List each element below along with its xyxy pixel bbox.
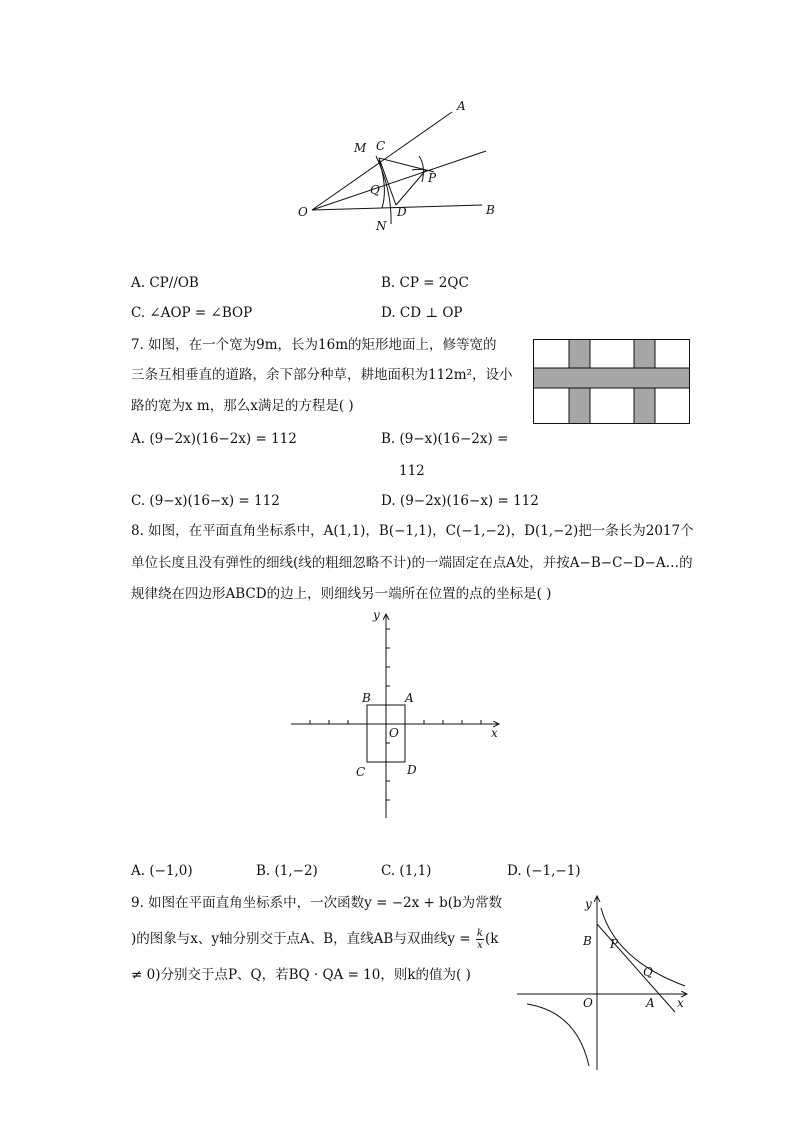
label-O: O: [298, 205, 308, 219]
q8-stem-line3: 规律绕在四边形ABCD的边上，则细线另一端所在位置的点的坐标是( ): [131, 586, 552, 602]
label-x: x: [677, 996, 684, 1010]
q9-stem-line3: ≠ 0)分别交于点P、Q，若BQ · QA = 10，则k的值为( ): [131, 967, 471, 983]
q9-stem-line2: [131, 928, 498, 951]
label-x: x: [491, 726, 498, 740]
q8-option-d[interactable]: D. (−1,−1): [507, 863, 581, 879]
x-ticks: [310, 720, 481, 724]
label-C: C: [356, 765, 366, 779]
q7-option-c[interactable]: C. (9−x)(16−x) = 112: [131, 493, 280, 509]
label-O: O: [389, 726, 399, 740]
q9-stem-line2-b: (k: [484, 931, 499, 947]
label-A: A: [457, 99, 466, 113]
label-D: D: [407, 763, 417, 777]
q6-option-a[interactable]: A. CP//OB: [131, 275, 199, 291]
q7-road-rectangle-figure: [533, 339, 691, 425]
label-Q: Q: [370, 183, 380, 197]
q7-stem-line1: 7. 如图，在一个宽为9m，长为16m的矩形地面上，修等宽的: [131, 337, 497, 353]
q6-option-c[interactable]: C. ∠AOP = ∠BOP: [131, 305, 253, 321]
label-O: O: [583, 996, 593, 1010]
horizontal-road: [534, 368, 690, 388]
q8-coordinate-figure: [285, 604, 505, 824]
ray-OA: [312, 112, 452, 210]
q6-angle-bisector-figure: [280, 90, 510, 240]
q7-stem-line3: 路的宽为x m，那么x满足的方程是( ): [131, 398, 354, 414]
y-ticks: [386, 629, 390, 800]
q9-fraction-num: k: [476, 928, 483, 939]
label-M: M: [354, 141, 367, 155]
q7-option-d[interactable]: D. (9−2x)(16−x) = 112: [381, 493, 539, 509]
q8-option-b[interactable]: B. (1,−2): [256, 863, 318, 879]
label-P: P: [610, 937, 619, 951]
q8-stem-line1: 8. 如图，在平面直角坐标系中，A(1,1)，B(−1,1)，C(−1,−2)，D(1,−2)把一条长为2017个: [131, 523, 694, 539]
label-N: N: [376, 219, 387, 233]
q8-stem-line2: 单位长度且没有弹性的细线(线的粗细忽略不计)的一端固定在点A处，并按A−B−C−D−A…的: [131, 555, 693, 571]
label-Q: Q: [643, 965, 653, 979]
q8-option-c[interactable]: C. (1,1): [381, 863, 432, 879]
segment-CD: [379, 158, 396, 205]
q7-option-a[interactable]: A. (9−2x)(16−2x) = 112: [131, 431, 297, 447]
q6-option-b[interactable]: B. CP = 2QC: [381, 275, 469, 291]
q9-fraction: [476, 928, 484, 951]
label-A: A: [646, 996, 655, 1010]
label-P: P: [428, 171, 437, 185]
q7-option-b[interactable]: B. (9−x)(16−2x) =: [381, 431, 509, 447]
label-y: y: [373, 608, 380, 622]
label-y: y: [585, 897, 592, 911]
q7-option-b-cont: 112: [399, 463, 425, 479]
label-C: C: [376, 139, 386, 153]
q8-option-a[interactable]: A. (−1,0): [131, 863, 193, 879]
q9-stem-line1: 9. 如图在平面直角坐标系中，一次函数y = −2x + b(b为常数: [131, 895, 503, 911]
label-B: B: [583, 934, 592, 948]
line-AB: [597, 924, 675, 1012]
q9-hyperbola-figure: [515, 890, 695, 1072]
q9-stem-line2-a: )的图象与x、y轴分别交于点A、B，直线AB与双曲线y =: [131, 931, 475, 947]
q7-stem-line2: 三条互相垂直的道路，余下部分种草，耕地面积为112m²，设小: [131, 367, 513, 383]
label-A: A: [405, 691, 414, 705]
segment-CP: [379, 158, 426, 170]
segment-DP: [396, 170, 426, 205]
hyperbola-branch-q3: [527, 1004, 589, 1066]
q9-fraction-den: x: [477, 940, 483, 951]
label-B: B: [486, 203, 495, 217]
q6-option-d[interactable]: D. CD ⊥ OP: [381, 305, 463, 321]
label-D: D: [397, 205, 407, 219]
label-B: B: [362, 691, 371, 705]
